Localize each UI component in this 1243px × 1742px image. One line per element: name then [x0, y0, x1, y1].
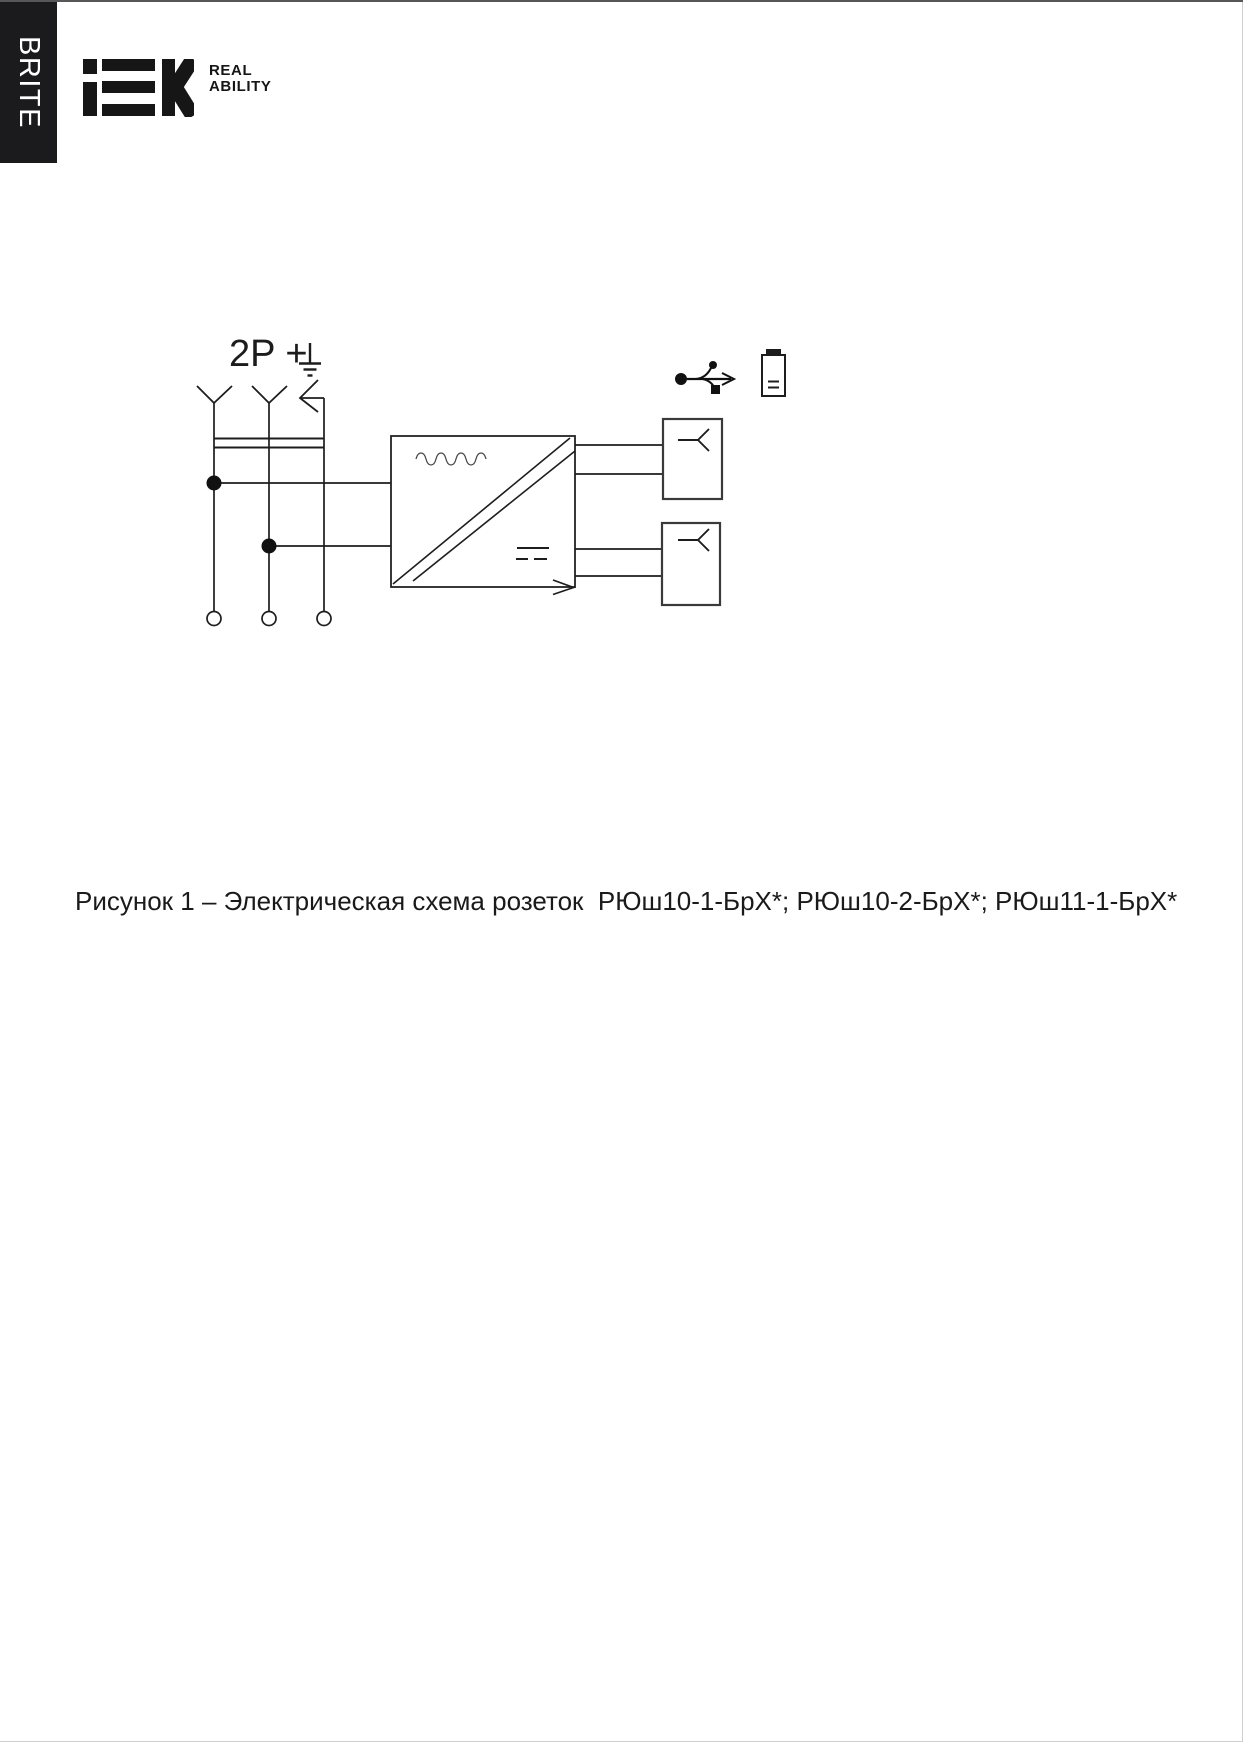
usb-socket-box-top	[663, 419, 722, 499]
tagline-line-2: ABILITY	[209, 78, 272, 95]
logo-tagline	[209, 63, 272, 95]
supply-wires	[214, 398, 391, 611]
plug-contact-icons	[197, 380, 324, 412]
brand-label: BRITE	[13, 36, 45, 129]
header-logo-group	[83, 59, 272, 117]
figure-caption: Рисунок 1 – Электрическая схема розеток РЮш10-1-БрХ*; РЮш10-2-БрХ*; РЮш11-1-БрХ*	[75, 886, 1178, 916]
brand-bar	[0, 2, 57, 163]
battery-icon	[762, 349, 785, 396]
electrical-schematic-figure	[150, 292, 830, 652]
terminal-circles	[207, 612, 331, 626]
output-wires	[575, 445, 663, 576]
input-rating-label: 2P +	[229, 333, 308, 375]
usb-trident-icon	[675, 361, 734, 394]
tagline-line-1: REAL	[209, 62, 253, 79]
iek-logo-icon	[83, 59, 194, 117]
junction-dots	[207, 476, 277, 554]
ac-dc-converter-block	[391, 436, 575, 595]
usb-socket-box-bottom	[662, 523, 720, 605]
